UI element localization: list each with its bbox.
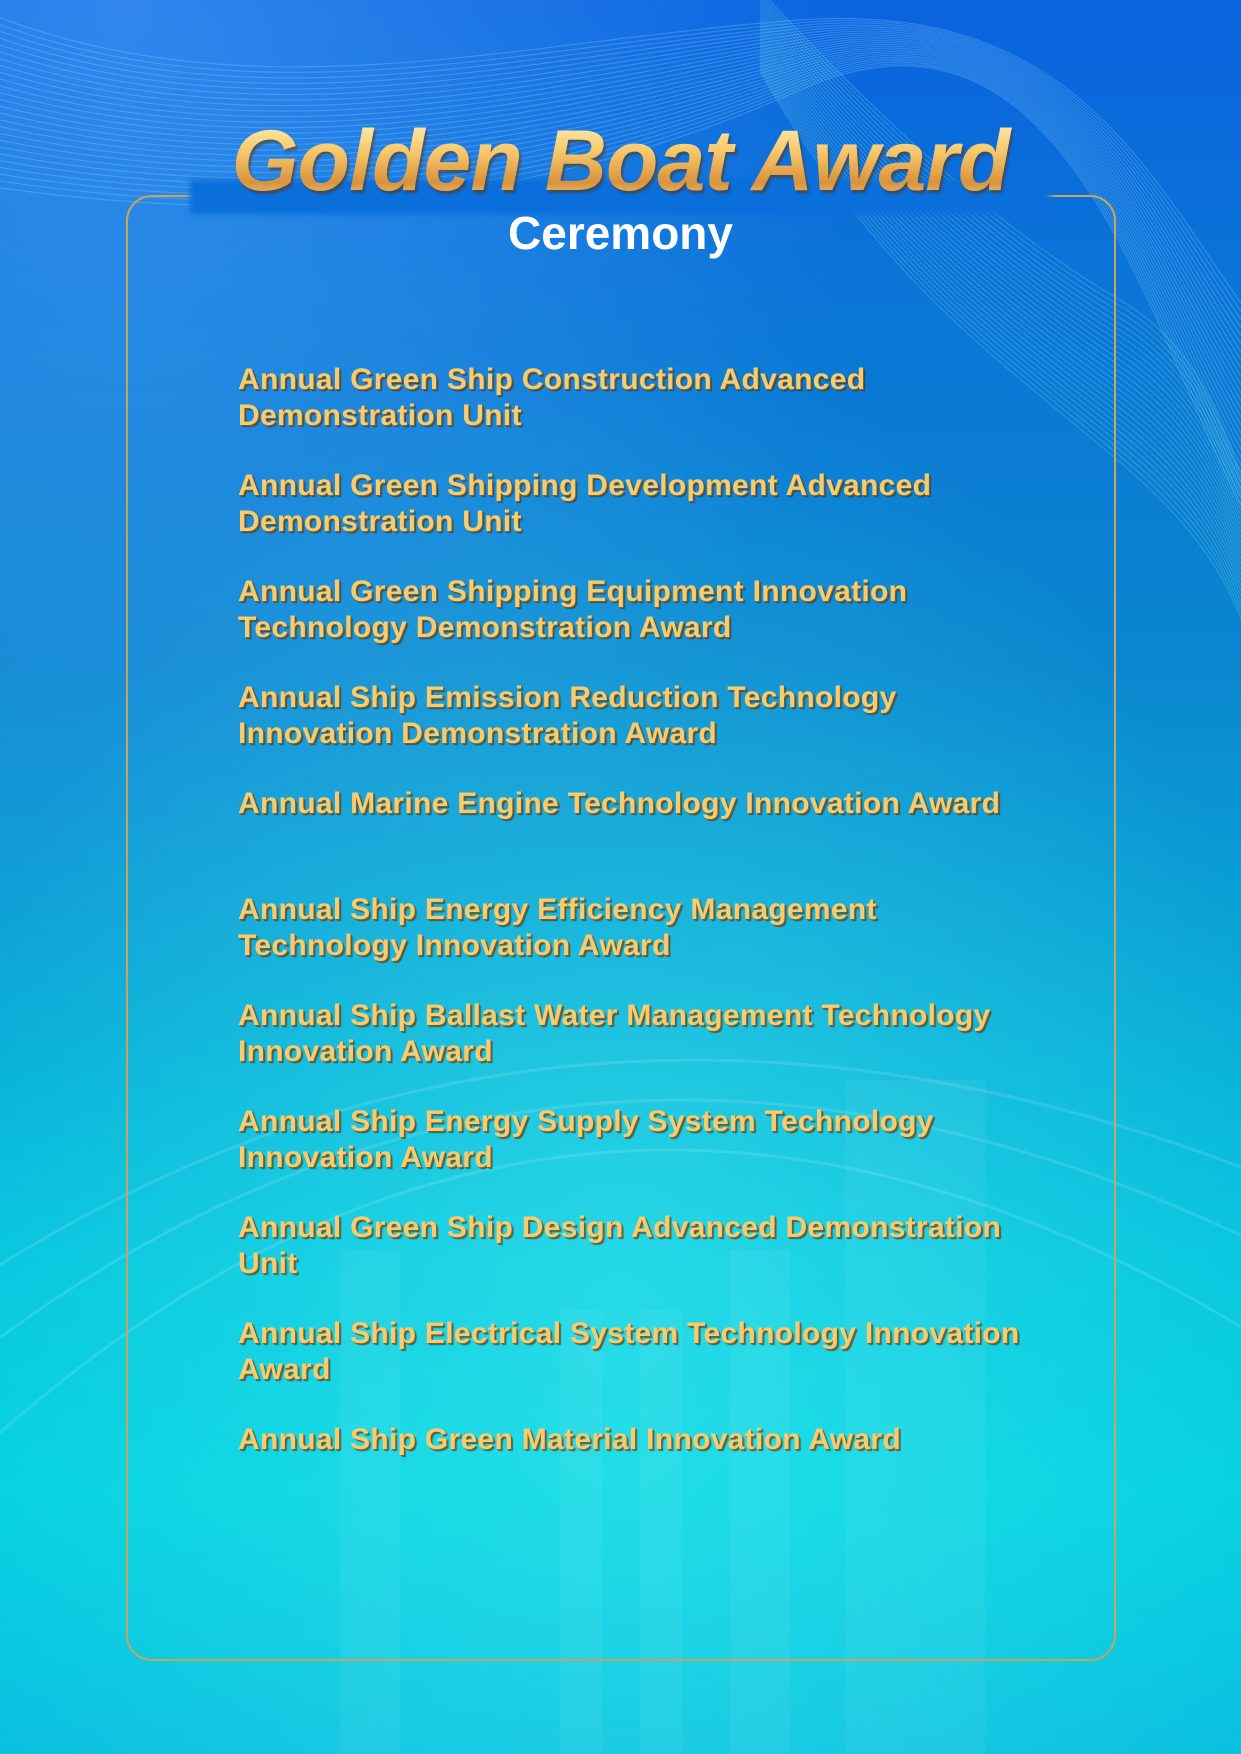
award-item: Annual Ship Energy Efficiency Management Technology Innovation Award <box>238 893 877 962</box>
award-item: Annual Ship Electrical System Technology Innovation Award <box>238 1317 1020 1386</box>
award-item: Annual Ship Ballast Water Management Technology Innovation Award <box>238 999 991 1068</box>
award-item: Annual Green Shipping Development Advanced Demonstration Unit <box>238 469 932 538</box>
award-item: Annual Green Shipping Equipment Innovation Technology Demonstration Award <box>238 575 908 644</box>
award-item: Annual Marine Engine Technology Innovation Award <box>238 787 1001 820</box>
award-item: Annual Green Ship Construction Advanced Demonstration Unit <box>238 363 866 432</box>
award-item: Annual Ship Green Material Innovation Award <box>238 1423 901 1456</box>
poster-title: Golden Boat Award <box>0 118 1241 204</box>
award-item: Annual Ship Energy Supply System Technology Innovation Award <box>238 1105 934 1174</box>
award-list <box>238 362 1038 1528</box>
poster-subtitle: Ceremony <box>508 207 733 259</box>
award-item: Annual Ship Emission Reduction Technology Innovation Demonstration Award <box>238 681 897 750</box>
award-item: Annual Green Ship Design Advanced Demonstration Unit <box>238 1211 1002 1280</box>
